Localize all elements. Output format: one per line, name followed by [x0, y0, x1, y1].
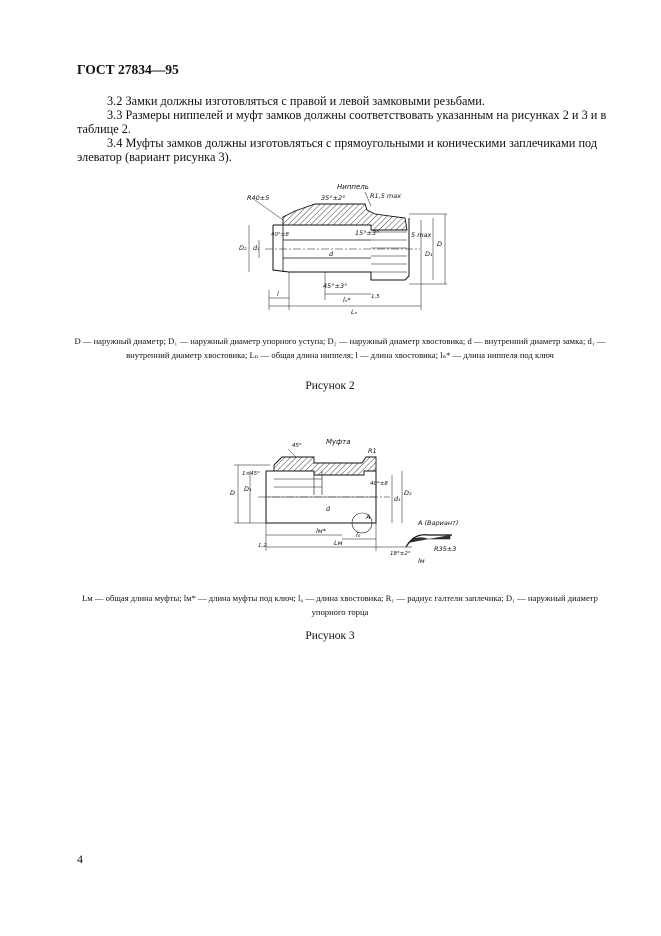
- fig3-a45: 45°: [292, 443, 302, 449]
- fig3-hatched-section: [274, 457, 376, 475]
- figure-3-caption: Lм — общая длина муфты; lм* — длина муфты под ключ; l₀ — длина хвостовика; R₁ — радиус галтели заплечика; D₁ — наружный диаметр упорного торца: [82, 593, 598, 617]
- fig3-title: Муфта: [326, 438, 351, 446]
- fig3-lm: lм*: [316, 527, 326, 535]
- fig3-Avar: A (Вариант): [418, 519, 459, 527]
- fig2-d: d: [329, 250, 334, 258]
- fig2-D2: D₂: [239, 244, 247, 252]
- fig2-s15: 1,5: [371, 294, 380, 300]
- figure-3-label: Рисунок 3: [305, 630, 355, 642]
- fig3-A: A: [366, 513, 371, 521]
- fig2-a40: 40°±8: [271, 232, 289, 238]
- fig2-title: Ниппель: [337, 183, 369, 191]
- fig3-D1: D₁: [244, 485, 252, 493]
- fig3-l0: l₀: [356, 531, 361, 539]
- paragraph-3-4: 3.4 Муфты замков должны изготовляться с прямоугольными и коническими заплечиками под элеватор (вариант рисунка 3).: [77, 136, 598, 164]
- fig2-r40: R40±5: [247, 194, 270, 202]
- page-header: ГОСТ 27834—95: [77, 62, 179, 77]
- fig3-d1: d₁: [394, 495, 401, 503]
- figure-2-label: Рисунок 2: [305, 380, 355, 392]
- fig3-ch: 1×45°: [242, 471, 260, 477]
- figure-2-caption: D — наружный диаметр; D₁ — наружный диаметр упорного уступа; D₂ — наружный диаметр хвостовика; d — внутренний диаметр замка; d₁ — внутренний диаметр хвостовика; Lₙ — общая длина ниппеля; l — длина хвостовика; lₙ* — длина ниппеля под ключ: [74, 336, 606, 360]
- fig3-d: d: [326, 505, 331, 513]
- fig2-r15: R1,5 max: [370, 192, 402, 200]
- fig2-s5: 5 max: [411, 231, 432, 239]
- fig2-Ln: Lₙ: [351, 308, 358, 316]
- fig2-hatched-section: [283, 204, 407, 230]
- fig2-D1: D₁: [425, 250, 433, 258]
- fig3-r1: R1: [368, 447, 377, 455]
- fig3-a40: 40°±8: [370, 481, 388, 487]
- fig3-r35: R35±3: [434, 545, 457, 553]
- page-number: 4: [77, 852, 83, 866]
- fig2-d1: d₁: [253, 244, 260, 252]
- fig3-lm2: lм: [418, 557, 425, 565]
- fig2-a35: 35°±2°: [321, 194, 346, 202]
- fig2-ln: lₙ*: [343, 296, 351, 304]
- fig2-a15: 15°±3°: [355, 229, 380, 237]
- fig2-thread: [371, 232, 407, 272]
- fig3-a18: 18°±2°: [390, 551, 411, 557]
- paragraph-3-2: 3.2 Замки должны изготовляться с правой и левой замковыми резьбами.: [107, 94, 485, 108]
- figure-3-drawing: [222, 435, 482, 577]
- fig3-D2: D₂: [404, 489, 412, 497]
- fig2-D: D: [437, 240, 443, 248]
- fig2-l: l: [277, 290, 279, 298]
- fig3-D: D: [230, 489, 236, 497]
- paragraph-3-3: 3.3 Размеры ниппелей и муфт замков должны соответствовать указанным на рисунках 2 и 3 и в таблице 2.: [77, 108, 607, 136]
- fig3-s12: 1,2: [258, 543, 267, 549]
- figure-2-drawing: [225, 180, 465, 318]
- fig3-Lm: Lм: [334, 539, 343, 547]
- fig2-a45: 45°±3°: [323, 282, 348, 290]
